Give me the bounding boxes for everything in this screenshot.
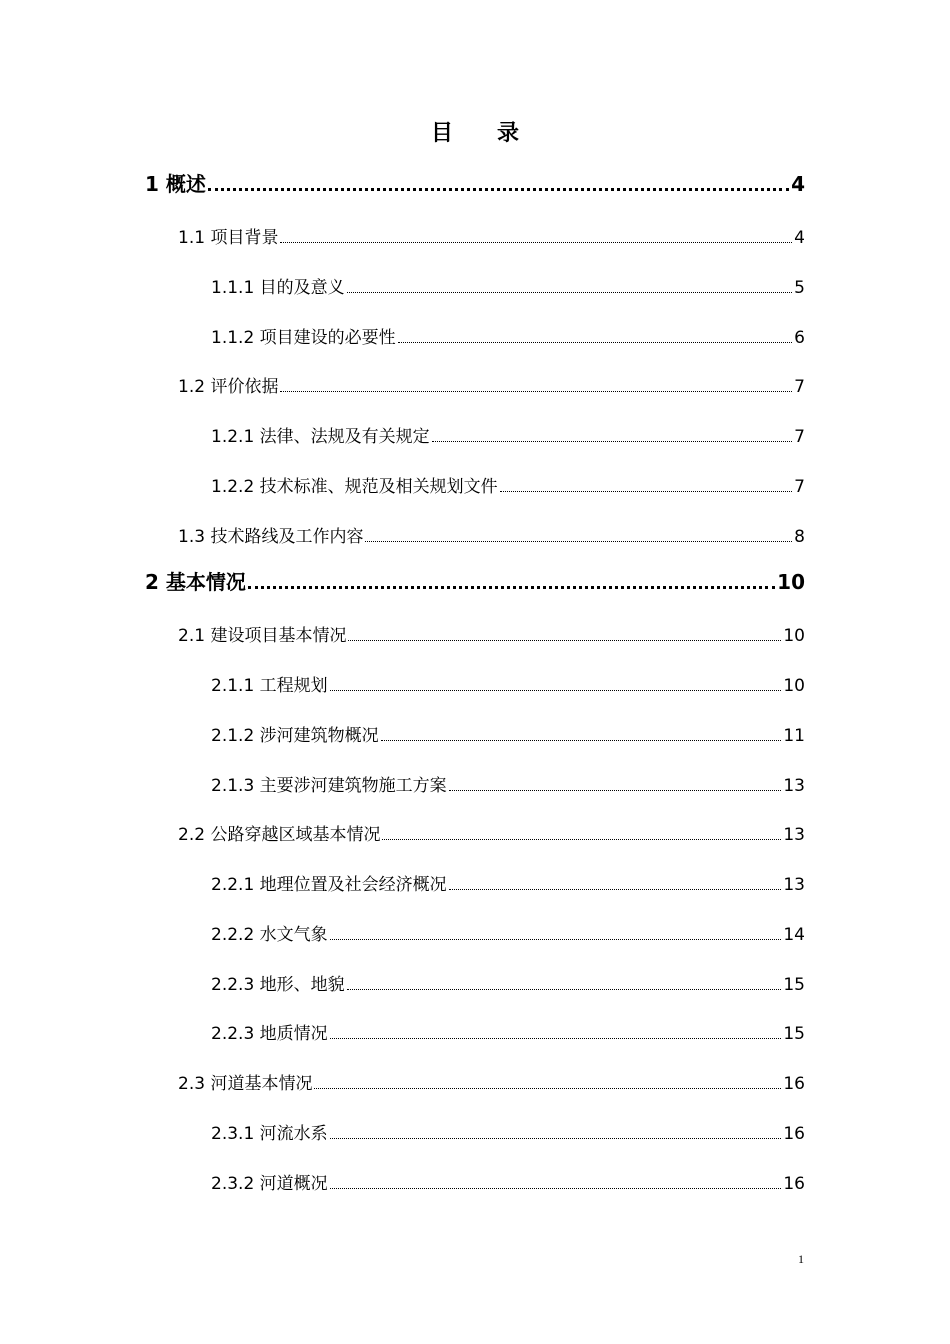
toc-leader-dots [381, 740, 782, 741]
toc-leader-dots [280, 242, 792, 243]
toc-leader-dots [347, 292, 793, 293]
toc-title [0, 116, 950, 147]
toc-entry-label: 2.1.1 工程规划 [211, 676, 328, 696]
toc-entry-page: 15 [783, 1024, 805, 1044]
toc-entry-label: 2.1.3 主要涉河建筑物施工方案 [211, 776, 447, 796]
toc-leader-dots [330, 690, 782, 691]
toc-entry[interactable] [145, 566, 805, 595]
toc-entry[interactable] [178, 223, 805, 248]
toc-entry-page: 5 [794, 278, 805, 298]
toc-entry-page: 14 [783, 925, 805, 945]
toc-entry[interactable] [145, 168, 805, 197]
toc-leader-dots [347, 989, 782, 990]
toc-entry[interactable] [178, 1069, 805, 1094]
toc-entry[interactable] [211, 771, 805, 796]
toc-entry-page: 11 [783, 726, 805, 746]
toc-entry-label: 2.3.2 河道概况 [211, 1174, 328, 1194]
toc-entry[interactable] [178, 621, 805, 646]
toc-leader-dots [500, 491, 793, 492]
toc-entry[interactable] [211, 1169, 805, 1194]
toc-leader-dots [432, 441, 793, 442]
toc-entry-label: 2.3 河道基本情况 [178, 1074, 313, 1094]
page-number: 1 [798, 1252, 804, 1266]
toc-leader-dots [449, 889, 782, 890]
toc-entry-label: 1.1.1 目的及意义 [211, 278, 345, 298]
toc-entry-page: 10 [783, 676, 805, 696]
toc-leader-dots [449, 790, 782, 791]
toc-entry-page: 4 [794, 228, 805, 248]
toc-entry-page: 6 [794, 328, 805, 348]
toc-entry-page: 13 [783, 776, 805, 796]
toc-entry-page: 7 [794, 477, 805, 497]
toc-entry[interactable] [178, 372, 805, 397]
toc-entry-label: 1.1.2 项目建设的必要性 [211, 328, 396, 348]
toc-leader-dots [398, 342, 793, 343]
toc-entry-page: 15 [783, 975, 805, 995]
toc-entry-page: 8 [794, 527, 805, 547]
toc-entry-page: 10 [777, 570, 805, 594]
toc-entry-page: 7 [794, 377, 805, 397]
toc-entry-page: 16 [783, 1174, 805, 1194]
toc-leader-dots [248, 586, 775, 589]
toc-entry[interactable] [178, 522, 805, 547]
toc-entry-page: 13 [783, 825, 805, 845]
toc-entry-label: 2.3.1 河流水系 [211, 1124, 328, 1144]
toc-entry-page: 13 [783, 875, 805, 895]
toc-leader-dots [330, 1188, 782, 1189]
toc-entry[interactable] [211, 970, 805, 995]
toc-leader-dots [208, 188, 789, 191]
toc-leader-dots [348, 640, 781, 641]
toc-title-char1: 目 [430, 121, 453, 146]
toc-leader-dots [314, 1088, 781, 1089]
toc-entry-label: 2.1.2 涉河建筑物概况 [211, 726, 379, 746]
toc-entry-label: 1.2.1 法律、法规及有关规定 [211, 427, 430, 447]
toc-entry-label: 2.1 建设项目基本情况 [178, 626, 347, 646]
toc-entry[interactable] [211, 422, 805, 447]
toc-leader-dots [382, 839, 781, 840]
toc-title-char2: 录 [497, 121, 520, 146]
toc-entry-label: 1 概述 [145, 172, 206, 196]
toc-entry-page: 16 [783, 1124, 805, 1144]
toc-entry-page: 4 [791, 172, 805, 196]
toc-entry[interactable] [211, 920, 805, 945]
toc-leader-dots [330, 1138, 782, 1139]
toc-entry[interactable] [211, 1119, 805, 1144]
toc-entry-label: 2 基本情况 [145, 570, 246, 594]
toc-entry[interactable] [211, 1019, 805, 1044]
toc-entry[interactable] [211, 323, 805, 348]
toc-entry-label: 2.2.3 地形、地貌 [211, 975, 345, 995]
toc-entry[interactable] [211, 273, 805, 298]
toc-leader-dots [330, 939, 782, 940]
toc-entry-label: 2.2.2 水文气象 [211, 925, 328, 945]
toc-entry-page: 16 [783, 1074, 805, 1094]
toc-entry[interactable] [211, 472, 805, 497]
toc-entry-label: 2.2 公路穿越区域基本情况 [178, 825, 381, 845]
toc-leader-dots [330, 1038, 782, 1039]
toc-entry-page: 7 [794, 427, 805, 447]
toc-entry-label: 2.2.3 地质情况 [211, 1024, 328, 1044]
toc-entry[interactable] [178, 820, 805, 845]
toc-entry-label: 1.1 项目背景 [178, 228, 279, 248]
toc-leader-dots [280, 391, 792, 392]
toc-entry[interactable] [211, 671, 805, 696]
toc-entry-label: 1.2 评价依据 [178, 377, 279, 397]
toc-entry[interactable] [211, 870, 805, 895]
toc-leader-dots [365, 541, 792, 542]
toc-entry[interactable] [211, 721, 805, 746]
toc-entry-label: 1.3 技术路线及工作内容 [178, 527, 364, 547]
toc-entry-label: 1.2.2 技术标准、规范及相关规划文件 [211, 477, 498, 497]
toc-entry-label: 2.2.1 地理位置及社会经济概况 [211, 875, 447, 895]
toc-entry-page: 10 [783, 626, 805, 646]
